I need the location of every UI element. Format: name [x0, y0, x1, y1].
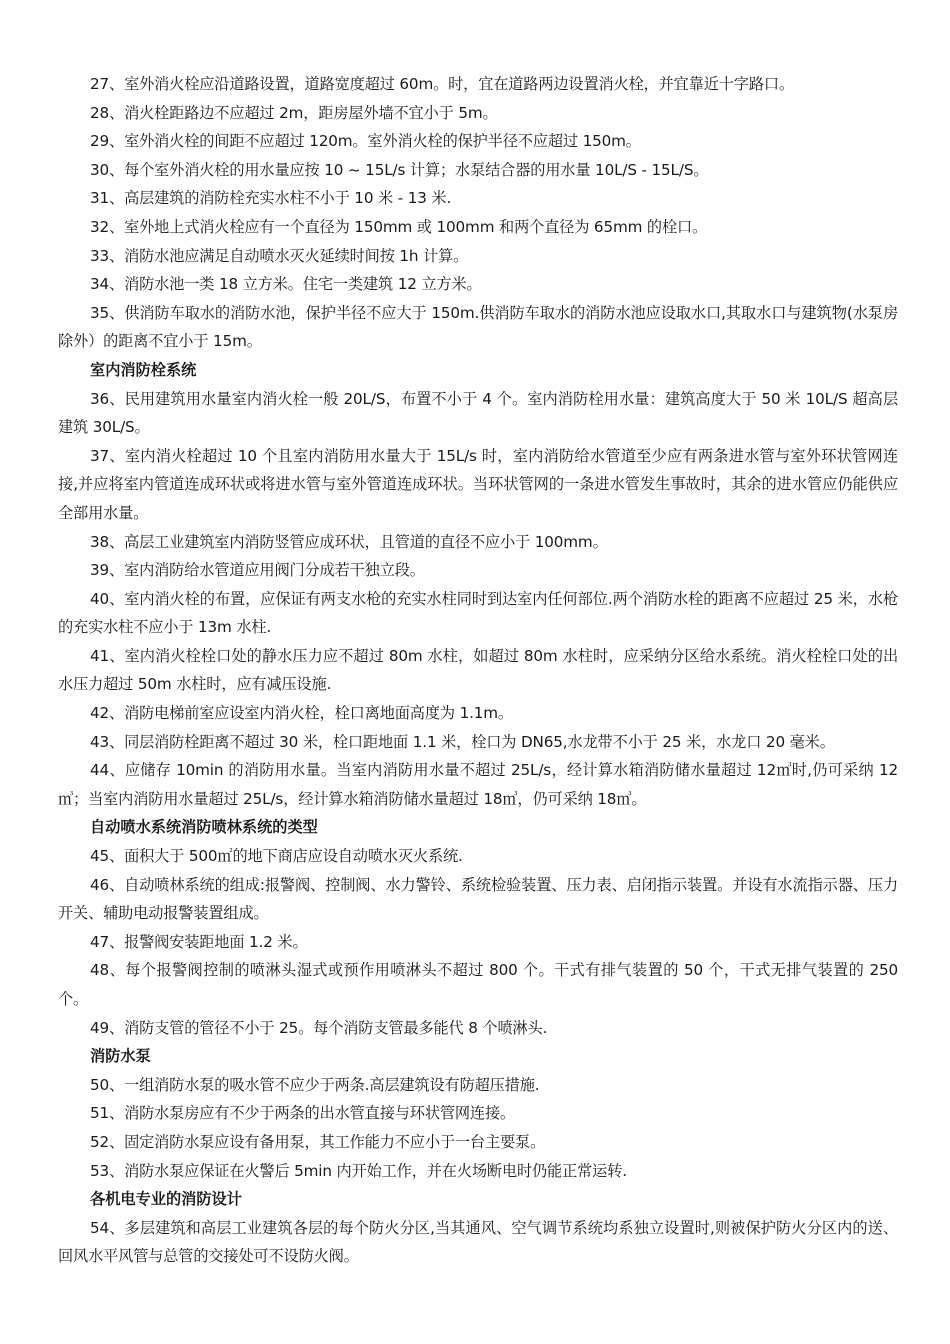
clause-paragraph: 51、消防水泵房应有不少于两条的出水管直接与环状管网连接。: [90, 1104, 516, 1123]
document-body: [58, 70, 898, 1271]
clause-paragraph: 32、室外地上式消火栓应有一个直径为 150mm 或 100mm 和两个直径为 65mm 的栓口。: [90, 217, 708, 236]
clause-paragraph: 39、室内消防给水管道应用阀门分成若干独立段。: [90, 561, 425, 580]
clause-paragraph: 41、室内消火栓栓口处的静水压力应不超过 80m 水柱，如超过 80m 水柱时，应采纳分区给水系统。消火栓栓口处的出水压力超过 50m 水柱时，应有减压设施.: [58, 646, 898, 694]
clause-paragraph: 42、消防电梯前室应设室内消火栓，栓口离地面高度为 1.1m。: [90, 704, 513, 723]
clause-paragraph: 47、报警阀安装距地面 1.2 米。: [90, 932, 308, 951]
clause-paragraph: 53、消防水泵应保证在火警后 5min 内开始工作，并在火场断电时仍能正常运转.: [90, 1161, 627, 1180]
section-heading: 消防水泵: [90, 1047, 151, 1066]
clause-paragraph: 38、高层工业建筑室内消防竖管应成环状，且管道的直径不应小于 100mm。: [90, 532, 608, 551]
section-heading: 室内消防栓系统: [90, 360, 197, 379]
clause-paragraph: 49、消防支管的管径不小于 25。每个消防支管最多能代 8 个喷淋头.: [90, 1018, 548, 1037]
clause-paragraph: 33、消防水池应满足自动喷水灭火延续时间按 1h 计算。: [90, 246, 469, 265]
clause-paragraph: 44、应储存 10min 的消防用水量。当室内消防用水量不超过 25L/s，经计算水箱消防储水量超过 12㎥时,仍可采纳 12㎥；当室内消防用水量超过 25L/s，经计算水箱消防储水量超过 18㎥，仍可采纳 18㎥。: [58, 761, 898, 808]
clause-paragraph: 28、消火栓距路边不应超过 2m，距房屋外墙不宜小于 5m。: [90, 103, 498, 122]
clause-paragraph: 36、民用建筑用水量室内消火栓一般 20L/S，布置不小于 4 个。室内消防栓用水量：建筑高度大于 50 米 10L/S 超高层建筑 30L/S。: [58, 389, 898, 437]
clause-paragraph: 29、室外消火栓的间距不应超过 120m。室外消火栓的保护半径不应超过 150m。: [90, 132, 641, 151]
clause-paragraph: 48、每个报警阀控制的喷淋头湿式或预作用喷淋头不超过 800 个。干式有排气装置的 50 个，干式无排气装置的 250 个。: [58, 961, 898, 1008]
clause-paragraph: 31、高层建筑的消防栓充实水柱不小于 10 米 - 13 米.: [90, 189, 452, 208]
clause-paragraph: 46、自动喷林系统的组成:报警阀、控制阀、水力警铃、系统检验装置、压力表、启闭指示装置。并设有水流指示器、压力开关、辅助电动报警装置组成。: [58, 875, 898, 923]
clause-paragraph: 40、室内消火栓的布置，应保证有两支水枪的充实水柱同时到达室内任何部位.两个消防水栓的距离不应超过 25 米，水枪的充实水柱不应小于 13m 水柱.: [58, 589, 898, 637]
clause-paragraph: 43、同层消防栓距离不超过 30 米，栓口距地面 1.1 米，栓口为 DN65,水龙带不小于 25 米，水龙口 20 毫米。: [90, 732, 835, 751]
clause-paragraph: 37、室内消火栓超过 10 个且室内消防用水量大于 15L/s 时，室内消防给水管道至少应有两条进水管与室外环状管网连接,并应将室内管道连成环状或将进水管与室外管道连成环状。当环状管网的一条进水管发生事故时，其余的进水管应仍能供应全部用水量。: [58, 446, 898, 522]
section-heading: 各机电专业的消防设计: [90, 1190, 242, 1209]
clause-paragraph: 35、供消防车取水的消防水池，保护半径不应大于 150m.供消防车取水的消防水池应设取水口,其取水口与建筑物(水泵房除外）的距离不宜小于 15m。: [58, 303, 898, 351]
clause-paragraph: 54、多层建筑和高层工业建筑各层的每个防火分区,当其通风、空气调节系统均系独立设置时,则被保护防火分区内的送、回风水平风管与总管的交接处可不设防火阀。: [58, 1218, 898, 1266]
clause-paragraph: 30、每个室外消火栓的用水量应按 10 ~ 15L/s 计算；水泵结合器的用水量 10L/S - 15L/S。: [90, 160, 709, 179]
clause-paragraph: 52、固定消防水泵应设有备用泵，其工作能力不应小于一台主要泵。: [90, 1132, 546, 1151]
clause-paragraph: 50、一组消防水泵的吸水管不应少于两条.高层建筑设有防超压措施.: [90, 1075, 540, 1094]
section-heading: 自动喷水系统消防喷林系统的类型: [90, 818, 318, 837]
clause-paragraph: 34、消防水池一类 18 立方米。住宅一类建筑 12 立方米。: [90, 275, 482, 294]
clause-paragraph: 27、室外消火栓应沿道路设置，道路宽度超过 60m。时，宜在道路两边设置消火栓，并宜靠近十字路口。: [90, 75, 794, 93]
clause-paragraph: 45、面积大于 500㎡的地下商店应设自动喷水灭火系统.: [90, 847, 463, 866]
